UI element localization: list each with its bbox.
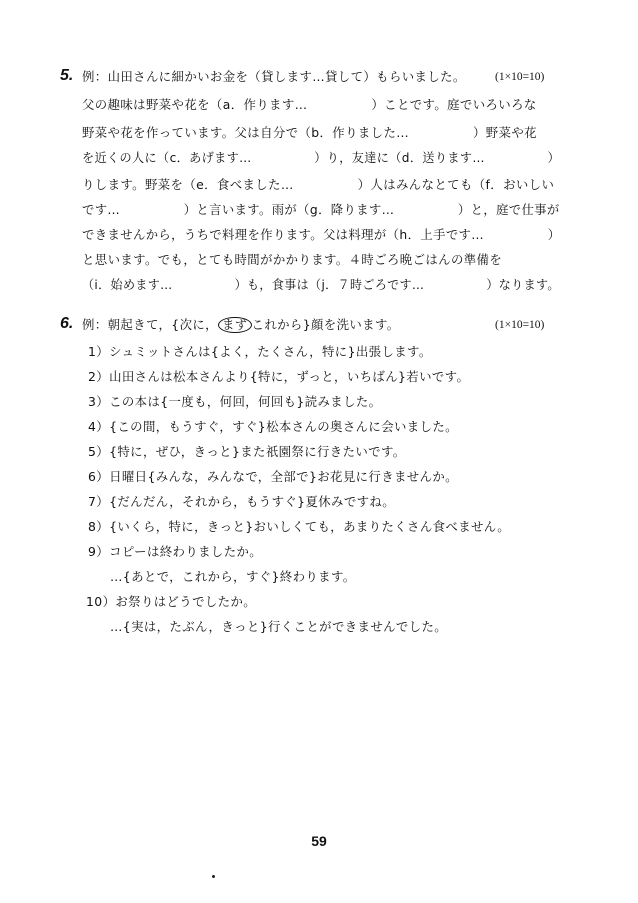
section-5-score: (1×10=10)	[495, 71, 545, 83]
circled-answer: まず	[218, 317, 252, 333]
section-5-text-line: 父の趣味は野菜や花を（a．作ります… ）ことです。庭でいろいろな	[82, 97, 537, 112]
question-3: 3）この本は{一度も，何回，何回も}読みました。	[88, 394, 382, 409]
section-5-text-line: 野菜や花を作っています。父は自分で（b．作りました… ）野菜や花	[82, 125, 537, 140]
question-2: 2）山田さんは松本さんより{特に，ずっと，いちばん}若いです。	[88, 369, 470, 384]
question-5: 5）{特に，ぜひ，きっと}また祇園祭に行きたいです。	[88, 444, 406, 459]
question-10: 10）お祭りはどうでしたか。	[86, 594, 257, 609]
section-5-text-line: と思います。でも，とても時間がかかります。４時ごろ晩ごはんの準備を	[82, 252, 503, 267]
section-5-text-line: を近くの人に（c．あげます… ）り，友達に（d．送ります… ）	[82, 150, 560, 165]
question-7: 7）{だんだん，それから，もうすぐ}夏休みですね。	[88, 494, 395, 509]
page-number: 59	[311, 833, 327, 849]
question-10-answer: …{実は，たぶん，きっと}行くことができませんでした。	[110, 619, 448, 634]
section-5-text-line: （i．始めます… ）も，食事は（j．７時ごろです… ）なります。	[82, 277, 560, 292]
question-1: 1）シュミットさんは{よく，たくさん，特に}出張します。	[88, 344, 432, 359]
section-5-text-line: です… ）と言います。雨が（g．降ります… ）と，庭で仕事が	[82, 202, 560, 217]
section-6-example	[82, 317, 400, 333]
question-9-answer: …{あとで，これから，すぐ}終わります。	[110, 569, 356, 584]
section-6-number: 6.	[60, 315, 74, 332]
section-6-example-start: 例：朝起きて，{次に，	[82, 317, 218, 332]
section-6-score: (1×10=10)	[495, 319, 545, 331]
question-8: 8）{いくら，特に，きっと}おいしくても，あまりたくさん食べません。	[88, 519, 511, 534]
section-5-text-line: りします。野菜を（e．食べました… ）人はみんなとても（f．おいしい	[82, 177, 555, 192]
stray-mark	[212, 875, 215, 878]
section-6-example-end: これから}顔を洗います。	[251, 317, 400, 332]
section-5-text-line: できませんから，うちで料理を作ります。父は料理が（h．上手です… ）	[82, 227, 561, 242]
question-9: 9）コピーは終わりましたか。	[88, 544, 263, 559]
section-5-example: 例：山田さんに細かいお金を（貸します…貸して）もらいました。	[82, 69, 466, 84]
question-4: 4）{この間，もうすぐ，すぐ}松本さんの奥さんに会いました。	[88, 419, 458, 434]
section-5-number: 5.	[60, 67, 74, 84]
question-6: 6）日曜日{みんな，みんなで，全部で}お花見に行きませんか。	[88, 469, 458, 484]
